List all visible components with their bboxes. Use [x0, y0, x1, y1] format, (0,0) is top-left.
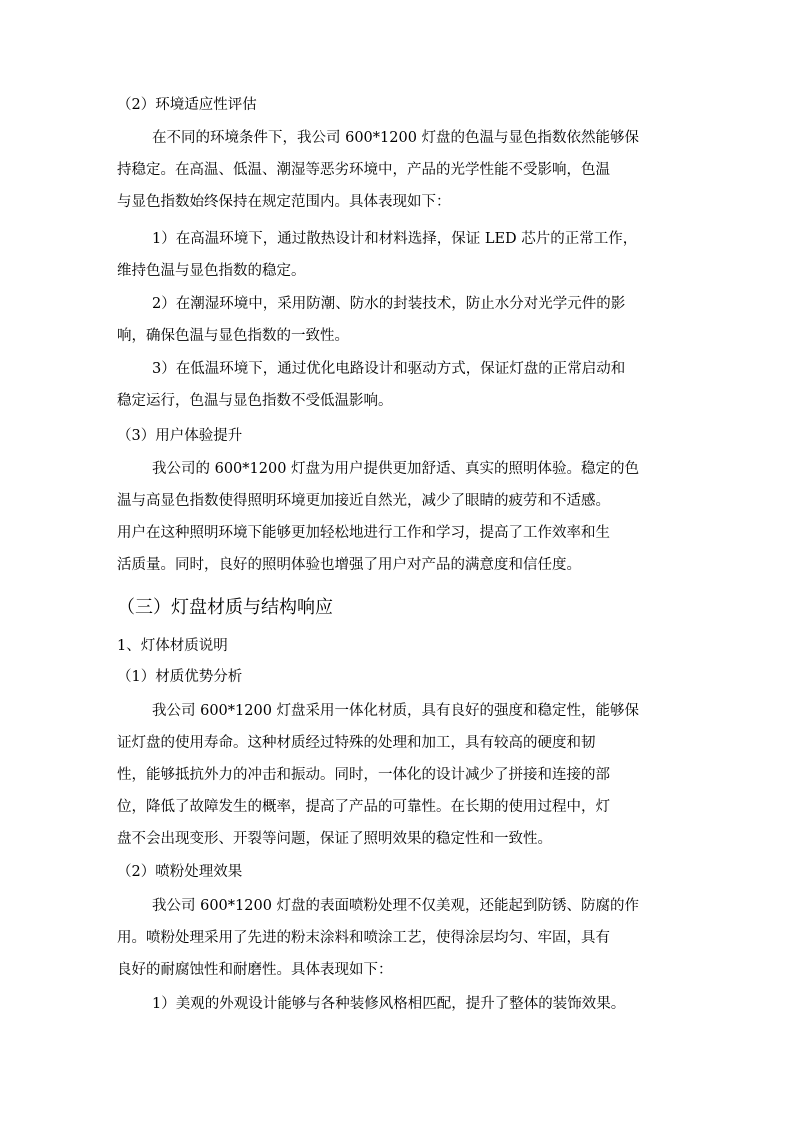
section-3-heading: （三）灯盘材质与结构响应: [117, 597, 333, 618]
env-item-2-line: 2）在潮湿环境中，采用防潮、防水的封装技术，防止水分对光学元件的影: [152, 296, 626, 312]
env-item-1-line: 维持色温与显色指数的稳定。: [117, 263, 306, 279]
material-adv-line: 我公司 600*1200 灯盘采用一体化材质，具有良好的强度和稳定性，能够保: [152, 703, 640, 719]
ux-para-line: 我公司的 600*1200 灯盘为用户提供更加舒适、真实的照明体验。稳定的色: [152, 461, 640, 477]
material-heading: 1、灯体材质说明: [117, 638, 228, 654]
material-spray-item-1: 1）美观的外观设计能够与各种装修风格相匹配，提升了整体的装饰效果。: [152, 996, 626, 1012]
material-adv-heading: （1）材质优势分析: [117, 669, 243, 685]
material-adv-line: 盘不会出现变形、开裂等问题，保证了照明效果的稳定性和一致性。: [117, 831, 552, 847]
env-para-line: 持稳定。在高温、低温、潮湿等恶劣环境中，产品的光学性能不受影响，色温: [117, 162, 610, 178]
ux-para-line: 用户在这种照明环境下能够更加轻松地进行工作和学习，提高了工作效率和生: [117, 525, 610, 541]
ux-para-line: 活质量。同时，良好的照明体验也增强了用户对产品的满意度和信任度。: [117, 557, 581, 573]
ux-heading: （3）用户体验提升: [117, 428, 243, 444]
material-adv-line: 证灯盘的使用寿命。这种材质经过特殊的处理和加工，具有较高的硬度和韧: [117, 735, 596, 751]
material-adv-line: 性，能够抵抗外力的冲击和振动。同时，一体化的设计减少了拼接和连接的部: [117, 767, 610, 783]
env-heading: （2）环境适应性评估: [117, 97, 257, 113]
material-spray-line: 良好的耐腐蚀性和耐磨性。具体表现如下：: [117, 962, 393, 978]
env-item-2-line: 响，确保色温与显色指数的一致性。: [117, 328, 349, 344]
material-spray-heading: （2）喷粉处理效果: [117, 864, 243, 880]
material-spray-line: 我公司 600*1200 灯盘的表面喷粉处理不仅美观，还能起到防锈、防腐的作: [152, 898, 640, 914]
env-para-line: 与显色指数始终保持在规定范围内。具体表现如下：: [117, 194, 451, 210]
env-item-1-line: 1）在高温环境下，通过散热设计和材料选择，保证 LED 芯片的正常工作，: [152, 231, 638, 247]
env-item-3-line: 稳定运行，色温与显色指数不受低温影响。: [117, 393, 393, 409]
material-adv-line: 位，降低了故障发生的概率，提高了产品的可靠性。在长期的使用过程中，灯: [117, 799, 610, 815]
env-item-3-line: 3）在低温环境下，通过优化电路设计和驱动方式，保证灯盘的正常启动和: [152, 361, 626, 377]
material-spray-line: 用。喷粉处理采用了先进的粉末涂料和喷涂工艺，使得涂层均匀、牢固，具有: [117, 930, 610, 946]
env-para-line: 在不同的环境条件下，我公司 600*1200 灯盘的色温与显色指数依然能够保: [152, 130, 640, 146]
ux-para-line: 温与高显色指数使得照明环境更加接近自然光，减少了眼睛的疲劳和不适感。: [117, 493, 610, 509]
